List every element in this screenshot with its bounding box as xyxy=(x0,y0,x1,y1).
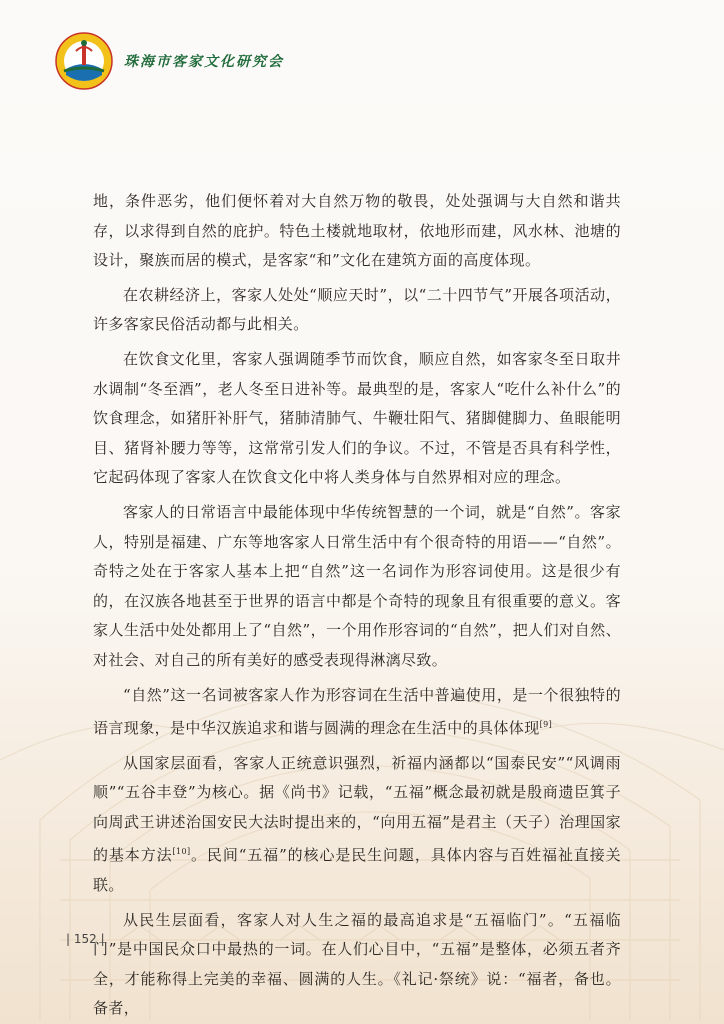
paragraph-4: 客家人的日常语言中最能体现中华传统智慧的一个词，就是“自然”。客家人，特别是福建、广东等地客家人日常生活中有个很奇特的用语——“自然”。奇特之处在于客家人基本上把“自然”这一名词作为形容词使用。这是很少有的，在汉族各地甚至于世界的语言中都是个奇特的现象且有很重要的意义。客家人生活中处处都用上了“自然”，一个用作形容词的“自然”，把人们对自然、对社会、对自己的所有美好的感受表现得淋漓尽致。 xyxy=(93,502,621,669)
header xyxy=(54,30,284,92)
paragraph-6 xyxy=(93,749,621,901)
paragraph-3: 在饮食文化里，客家人强调随季节而饮食，顺应自然，如客家冬至日取井水调制“冬至酒”，老人冬至日进补等。最典型的是，客家人“吃什么补什么”的饮食理念，如猪肝补肝气，猪肺清肺气、牛鞭壮阳气、猪脚健脚力、鱼眼能明目、猪肾补腰力等等，这常常引发人们的争议。不过，不管是否具有科学性，它起码体现了客家人在饮食文化中将人类身体与自然界相对应的理念。 xyxy=(93,349,621,487)
organization-logo-icon xyxy=(54,31,114,91)
footnote-ref-10: [10] xyxy=(172,847,191,857)
article-body xyxy=(93,187,621,1024)
paragraph-6-text-b: 。民间“五福”的核心是民生问题，具体内容与百姓福祉直接关联。 xyxy=(93,846,621,895)
paragraph-5 xyxy=(93,681,621,744)
paragraph-6-text-a: 从国家层面看，客家人正统意识强烈，祈福内涵都以“国泰民安”“风调雨顺”“五谷丰登”为核心。据《尚书》记载，“五福”概念最初就是殷商遗臣箕子向周武王讲述治国安民大法时提出来的，“向用五福”是君主（天子）治理国家的基本方法 xyxy=(93,753,621,865)
organization-name: 珠海市客家文化研究会 xyxy=(124,54,284,70)
paragraph-7: 从民生层面看，客家人对人生之福的最高追求是“五福临门”。“五福临门”是中国民众口中最热的一词。在人们心目中，“五福”是整体，必须五者齐全，才能称得上完美的幸福、圆满的人生。《礼记·祭统》说：“福者，备也。备者， xyxy=(93,910,621,1018)
paragraph-1: 地，条件恶劣，他们便怀着对大自然万物的敬畏，处处强调与大自然和谐共存，以求得到自然的庇护。特色土楼就地取材，依地形而建，风水林、池塘的设计，聚族而居的模式，是客家“和”文化在建筑方面的高度体现。 xyxy=(93,192,621,270)
paragraph-2: 在农耕经济上，客家人处处“顺应天时”，以“二十四节气”开展各项活动，许多客家民俗活动都与此相关。 xyxy=(93,285,621,334)
page-number: | 152 | xyxy=(66,932,105,946)
paragraph-5-text: “自然”这一名词被客家人作为形容词在生活中普遍使用，是一个很独特的语言现象，是中华汉族追求和谐与圆满的理念在生活中的具体体现 xyxy=(93,685,621,738)
footnote-ref-9: [9] xyxy=(539,720,553,730)
